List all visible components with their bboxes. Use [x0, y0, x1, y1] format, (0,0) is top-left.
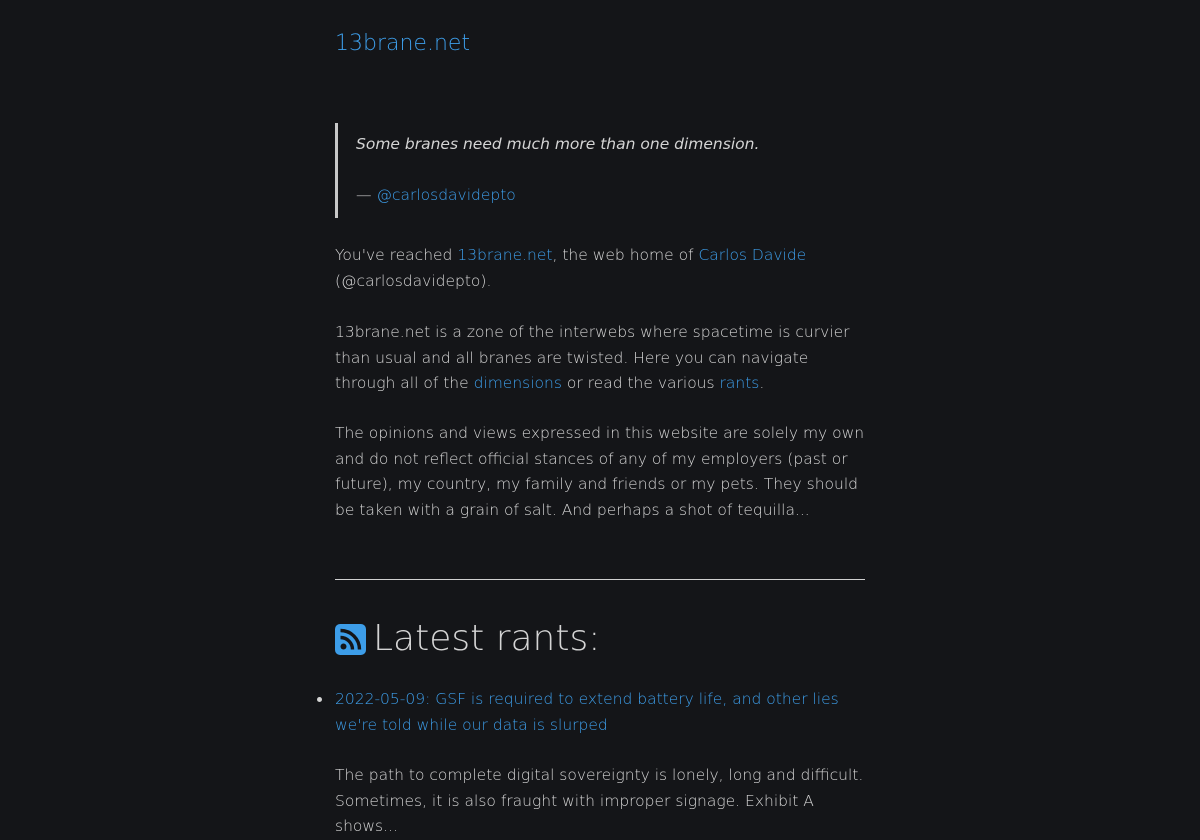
- rants-link[interactable]: rants: [719, 374, 760, 393]
- intro-paragraph-2: [335, 320, 865, 397]
- site-link[interactable]: 13brane.net: [457, 246, 553, 264]
- section-divider: [335, 579, 865, 580]
- rant-excerpt: The path to complete digital sovereignty is lonely, long and difficult. Sometimes, it is also fraught with improper signage. Exhibit A shows...: [335, 766, 864, 836]
- p1-middle: , the web home of: [552, 246, 699, 264]
- bullet-icon: [317, 697, 322, 702]
- p1-prefix: You've reached: [335, 246, 458, 264]
- quote-author-link[interactable]: @carlosdavidepto: [376, 186, 516, 204]
- quote-attribution-prefix: —: [356, 186, 377, 204]
- p2-prefix: 13brane.net is a zone of the interwebs where spacetime is curvier than usual and all branes are twisted. Here you can navigate through all of the: [335, 323, 850, 393]
- p1-suffix: (@carlosdavidepto).: [335, 271, 492, 290]
- rant-list: [335, 687, 865, 738]
- rss-icon[interactable]: [335, 624, 366, 655]
- dimensions-link[interactable]: dimensions: [473, 374, 562, 393]
- intro-paragraph-1: [335, 243, 865, 294]
- list-item: [335, 687, 865, 738]
- latest-rants-title: Latest rants:: [373, 618, 601, 659]
- author-name-link[interactable]: Carlos Davide: [698, 246, 807, 264]
- site-title-link[interactable]: 13brane.net: [335, 31, 471, 56]
- disclaimer-paragraph: The opinions and views expressed in this website are solely my own and do not reflect official stances of any of my employers (past or future), my country, my family and friends or my pets. They should be taken with a grain of salt. And perhaps a shot of tequilla...: [335, 424, 865, 519]
- p2-middle: or read the various: [561, 374, 720, 393]
- quote-text: Some branes need much more than one dimension.: [356, 135, 760, 153]
- rant-link[interactable]: 2022-05-09: GSF is required to extend battery life, and other lies we're told while our data is slurped: [335, 690, 839, 734]
- latest-rants-heading: [335, 617, 600, 661]
- epigraph-quote: [335, 123, 845, 218]
- quote-attribution: [356, 183, 516, 209]
- p2-suffix: .: [759, 374, 765, 393]
